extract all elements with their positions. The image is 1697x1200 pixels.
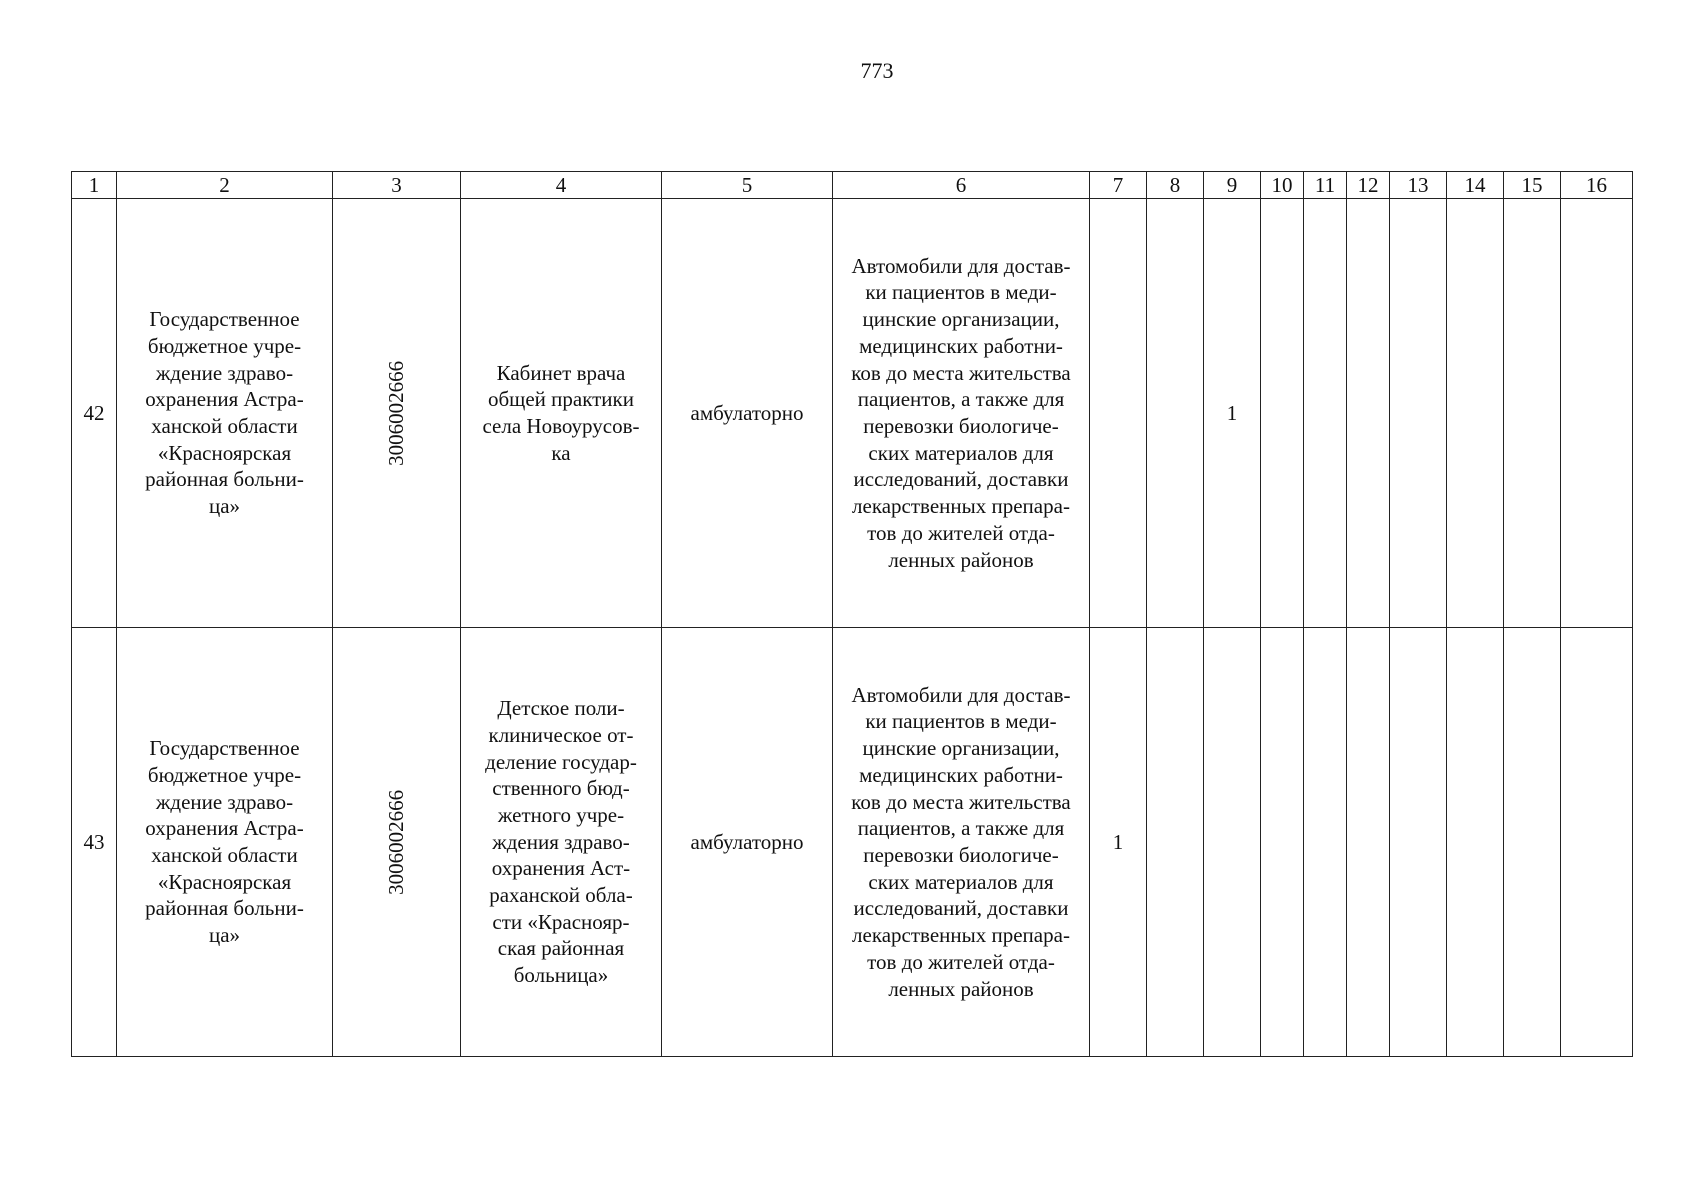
column-number-header: 4 — [461, 172, 662, 199]
table-header-row — [72, 172, 1633, 199]
column-number-header: 12 — [1347, 172, 1390, 199]
inn-cell — [333, 628, 461, 1057]
organization-cell: Государственное бюджетное учре- ждение здраво- охранения Астра- ханской области «Красноярская районная больни- ца» — [117, 199, 333, 628]
column-number-header: 6 — [833, 172, 1090, 199]
unit-cell: Детское поли- клиническое от- деление государ- ственного бюд- жетного учре- ждения здраво- охранения Аст- раханской обла- сти «Краснояр- ская районная больница» — [461, 628, 662, 1057]
count-cell — [1347, 199, 1390, 628]
inn-value: 3006002666 — [384, 360, 409, 466]
count-cell — [1561, 628, 1633, 1057]
column-number-header: 2 — [117, 172, 333, 199]
care-mode-cell: амбулаторно — [662, 199, 833, 628]
count-cell — [1304, 199, 1347, 628]
care-mode-cell: амбулаторно — [662, 628, 833, 1057]
count-cell — [1204, 628, 1261, 1057]
column-number-header: 5 — [662, 172, 833, 199]
count-cell — [1561, 199, 1633, 628]
purpose-cell: Автомобили для достав- ки пациентов в меди- цинские организации, медицинских работни- ков до места жительства пациентов, а также для перевозки биологиче- ских материалов для исследований, доставки лекарственных препара- тов до жителей отда- ленных районов — [833, 628, 1090, 1057]
count-cell — [1447, 628, 1504, 1057]
table-row — [72, 199, 1633, 628]
column-number-header: 1 — [72, 172, 117, 199]
count-cell — [1090, 199, 1147, 628]
count-cell: 1 — [1204, 199, 1261, 628]
count-cell — [1261, 199, 1304, 628]
count-cell — [1147, 199, 1204, 628]
inn-cell — [333, 199, 461, 628]
column-number-header: 16 — [1561, 172, 1633, 199]
column-number-header: 11 — [1304, 172, 1347, 199]
page-number: 773 — [860, 58, 894, 83]
count-cell — [1390, 199, 1447, 628]
data-table — [71, 171, 1633, 1057]
count-cell — [1147, 628, 1204, 1057]
count-cell — [1447, 199, 1504, 628]
row-number-cell: 42 — [72, 199, 117, 628]
table-row — [72, 628, 1633, 1057]
count-cell — [1261, 628, 1304, 1057]
inn-value: 3006002666 — [384, 789, 409, 895]
column-number-header: 8 — [1147, 172, 1204, 199]
count-cell — [1304, 628, 1347, 1057]
column-number-header: 3 — [333, 172, 461, 199]
column-number-header: 14 — [1447, 172, 1504, 199]
column-number-header: 13 — [1390, 172, 1447, 199]
unit-cell: Кабинет врача общей практики села Новоурусов- ка — [461, 199, 662, 628]
count-cell — [1504, 199, 1561, 628]
column-number-header: 9 — [1204, 172, 1261, 199]
count-cell — [1347, 628, 1390, 1057]
column-number-header: 7 — [1090, 172, 1147, 199]
row-number-cell: 43 — [72, 628, 117, 1057]
purpose-cell: Автомобили для достав- ки пациентов в меди- цинские организации, медицинских работни- ков до места жительства пациентов, а также для перевозки биологиче- ских материалов для исследований, доставки лекарственных препара- тов до жителей отда- ленных районов — [833, 199, 1090, 628]
column-number-header: 10 — [1261, 172, 1304, 199]
count-cell — [1504, 628, 1561, 1057]
organization-cell: Государственное бюджетное учре- ждение здраво- охранения Астра- ханской области «Красноярская районная больни- ца» — [117, 628, 333, 1057]
count-cell — [1390, 628, 1447, 1057]
column-number-header: 15 — [1504, 172, 1561, 199]
count-cell: 1 — [1090, 628, 1147, 1057]
